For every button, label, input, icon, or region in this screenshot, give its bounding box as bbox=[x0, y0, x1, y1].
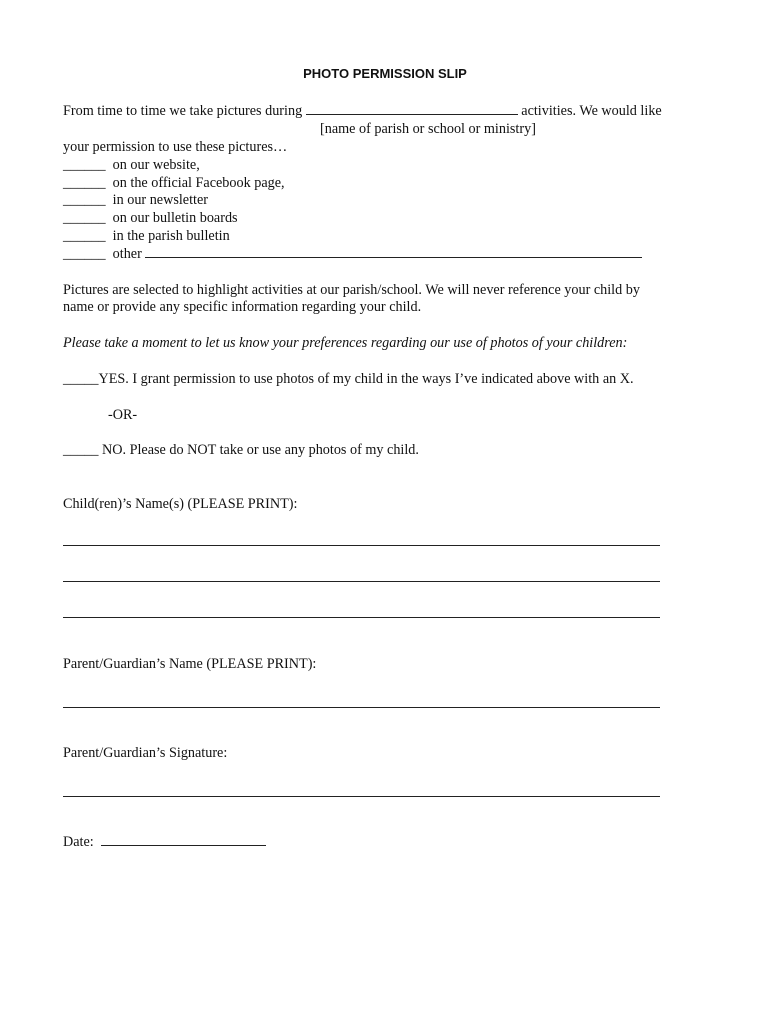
ministry-name-caption: [name of parish or school or ministry] bbox=[320, 121, 536, 137]
use-item-parish-bulletin bbox=[63, 227, 230, 245]
use-blank[interactable]: ______ bbox=[63, 228, 106, 244]
use-label: in the parish bulletin bbox=[112, 228, 230, 244]
intro-line bbox=[63, 102, 662, 120]
children-names-label: Child(ren)’s Name(s) (PLEASE PRINT): bbox=[63, 496, 298, 512]
use-blank[interactable]: ______ bbox=[63, 210, 106, 226]
date-line bbox=[63, 833, 266, 851]
preferences-prompt: Please take a moment to let us know your preferences regarding our use of photos of your children: bbox=[63, 335, 628, 351]
use-blank[interactable]: ______ bbox=[63, 175, 106, 191]
use-label: on our website, bbox=[112, 157, 200, 173]
signature-label: Parent/Guardian’s Signature: bbox=[63, 745, 228, 761]
intro-lead: From time to time we take pictures during bbox=[63, 103, 303, 119]
signature-line[interactable] bbox=[63, 796, 660, 797]
date-blank[interactable] bbox=[101, 833, 266, 846]
parent-name-line[interactable] bbox=[63, 707, 660, 708]
no-option[interactable]: _____ NO. Please do NOT take or use any photos of my child. bbox=[63, 442, 419, 458]
use-label: other bbox=[112, 246, 142, 262]
use-item-other bbox=[63, 245, 642, 263]
page-title: PHOTO PERMISSION SLIP bbox=[303, 66, 467, 81]
paragraph-line-1: Pictures are selected to highlight activities at our parish/school. We will never reference your child by bbox=[63, 282, 640, 298]
use-label: on our bulletin boards bbox=[112, 210, 238, 226]
yes-option[interactable]: _____YES. I grant permission to use photos of my child in the ways I’ve indicated above with an X. bbox=[63, 371, 634, 387]
parent-name-label: Parent/Guardian’s Name (PLEASE PRINT): bbox=[63, 656, 317, 672]
or-separator: -OR- bbox=[108, 407, 138, 423]
paragraph-line-2: name or provide any specific information regarding your child. bbox=[63, 299, 422, 315]
intro-tail: activities. We would like bbox=[521, 103, 662, 119]
use-blank[interactable]: ______ bbox=[63, 192, 106, 208]
use-item-bulletin-boards bbox=[63, 209, 238, 227]
use-blank[interactable]: ______ bbox=[63, 246, 106, 262]
use-label: on the official Facebook page, bbox=[112, 175, 285, 191]
ministry-name-blank[interactable] bbox=[306, 102, 518, 115]
date-label: Date: bbox=[63, 834, 94, 850]
other-use-blank[interactable] bbox=[145, 245, 642, 258]
permission-line: your permission to use these pictures… bbox=[63, 139, 288, 155]
use-blank[interactable]: ______ bbox=[63, 157, 106, 173]
use-item-newsletter bbox=[63, 191, 208, 209]
use-label: in our newsletter bbox=[112, 192, 208, 208]
child-name-line-2[interactable] bbox=[63, 581, 660, 582]
use-item-facebook bbox=[63, 174, 285, 192]
child-name-line-1[interactable] bbox=[63, 545, 660, 546]
child-name-line-3[interactable] bbox=[63, 617, 660, 618]
use-item-website bbox=[63, 156, 200, 174]
